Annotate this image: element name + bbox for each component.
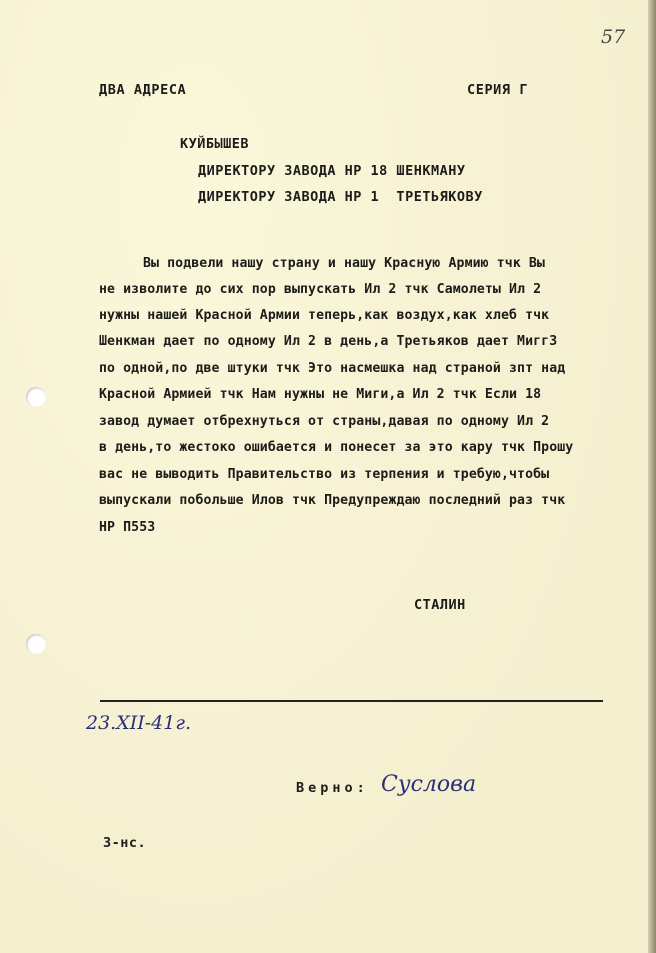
handwritten-date: 23.XII-41г. <box>86 712 191 734</box>
body-line-11: НР П553 <box>99 520 156 535</box>
addressee-1: ДИРЕКТОРУ ЗАВОДА НР 18 ШЕНКМАНУ <box>198 163 466 179</box>
header-series: СЕРИЯ Г <box>467 82 529 98</box>
divider-line <box>100 700 603 702</box>
punch-hole-bottom <box>26 634 46 654</box>
body-line-10: выпускали побольше Илов тчк Предупреждаю последний раз тчк <box>99 493 566 508</box>
body-line-5: по одной,по две штуки тчк Это насмешка над страной зпт над <box>99 361 566 376</box>
city: КУЙБЫШЕВ <box>180 136 250 152</box>
certification-label: Верно: <box>296 780 369 796</box>
typist-code: 3-нс. <box>103 835 147 851</box>
signature-name: СТАЛИН <box>414 597 466 613</box>
body-line-4: Шенкман дает по одному Ил 2 в день,а Третьяков дает МиггЗ <box>99 334 558 349</box>
page-number: 57 <box>601 26 626 48</box>
body-line-8: в день,то жестоко ошибается и понесет за это кару тчк Прошу <box>99 440 574 455</box>
body-line-1: Вы подвели нашу страну и нашу Красную Армию тчк Вы <box>143 256 545 271</box>
body-line-7: завод думает отбрехнуться от страны,давая по одному Ил 2 <box>99 414 550 429</box>
punch-hole-top <box>26 387 46 407</box>
body-line-9: вас не выводить Правительство из терпения и требую,чтобы <box>99 467 550 482</box>
body-line-2: не изволите до сих пор выпускать Ил 2 тчк Самолеты Ил 2 <box>99 282 542 297</box>
certification-signature: Суслова <box>381 772 477 797</box>
header-addresses: ДВА АДРЕСА <box>99 82 187 98</box>
page-edge <box>648 0 656 953</box>
addressee-2: ДИРЕКТОРУ ЗАВОДА НР 1 ТРЕТЬЯКОВУ <box>198 189 483 205</box>
body-line-6: Красной Армией тчк Нам нужны не Миги,а Ил 2 тчк Если 18 <box>99 387 542 402</box>
body-line-3: нужны нашей Красной Армии теперь,как воздух,как хлеб тчк <box>99 308 550 323</box>
